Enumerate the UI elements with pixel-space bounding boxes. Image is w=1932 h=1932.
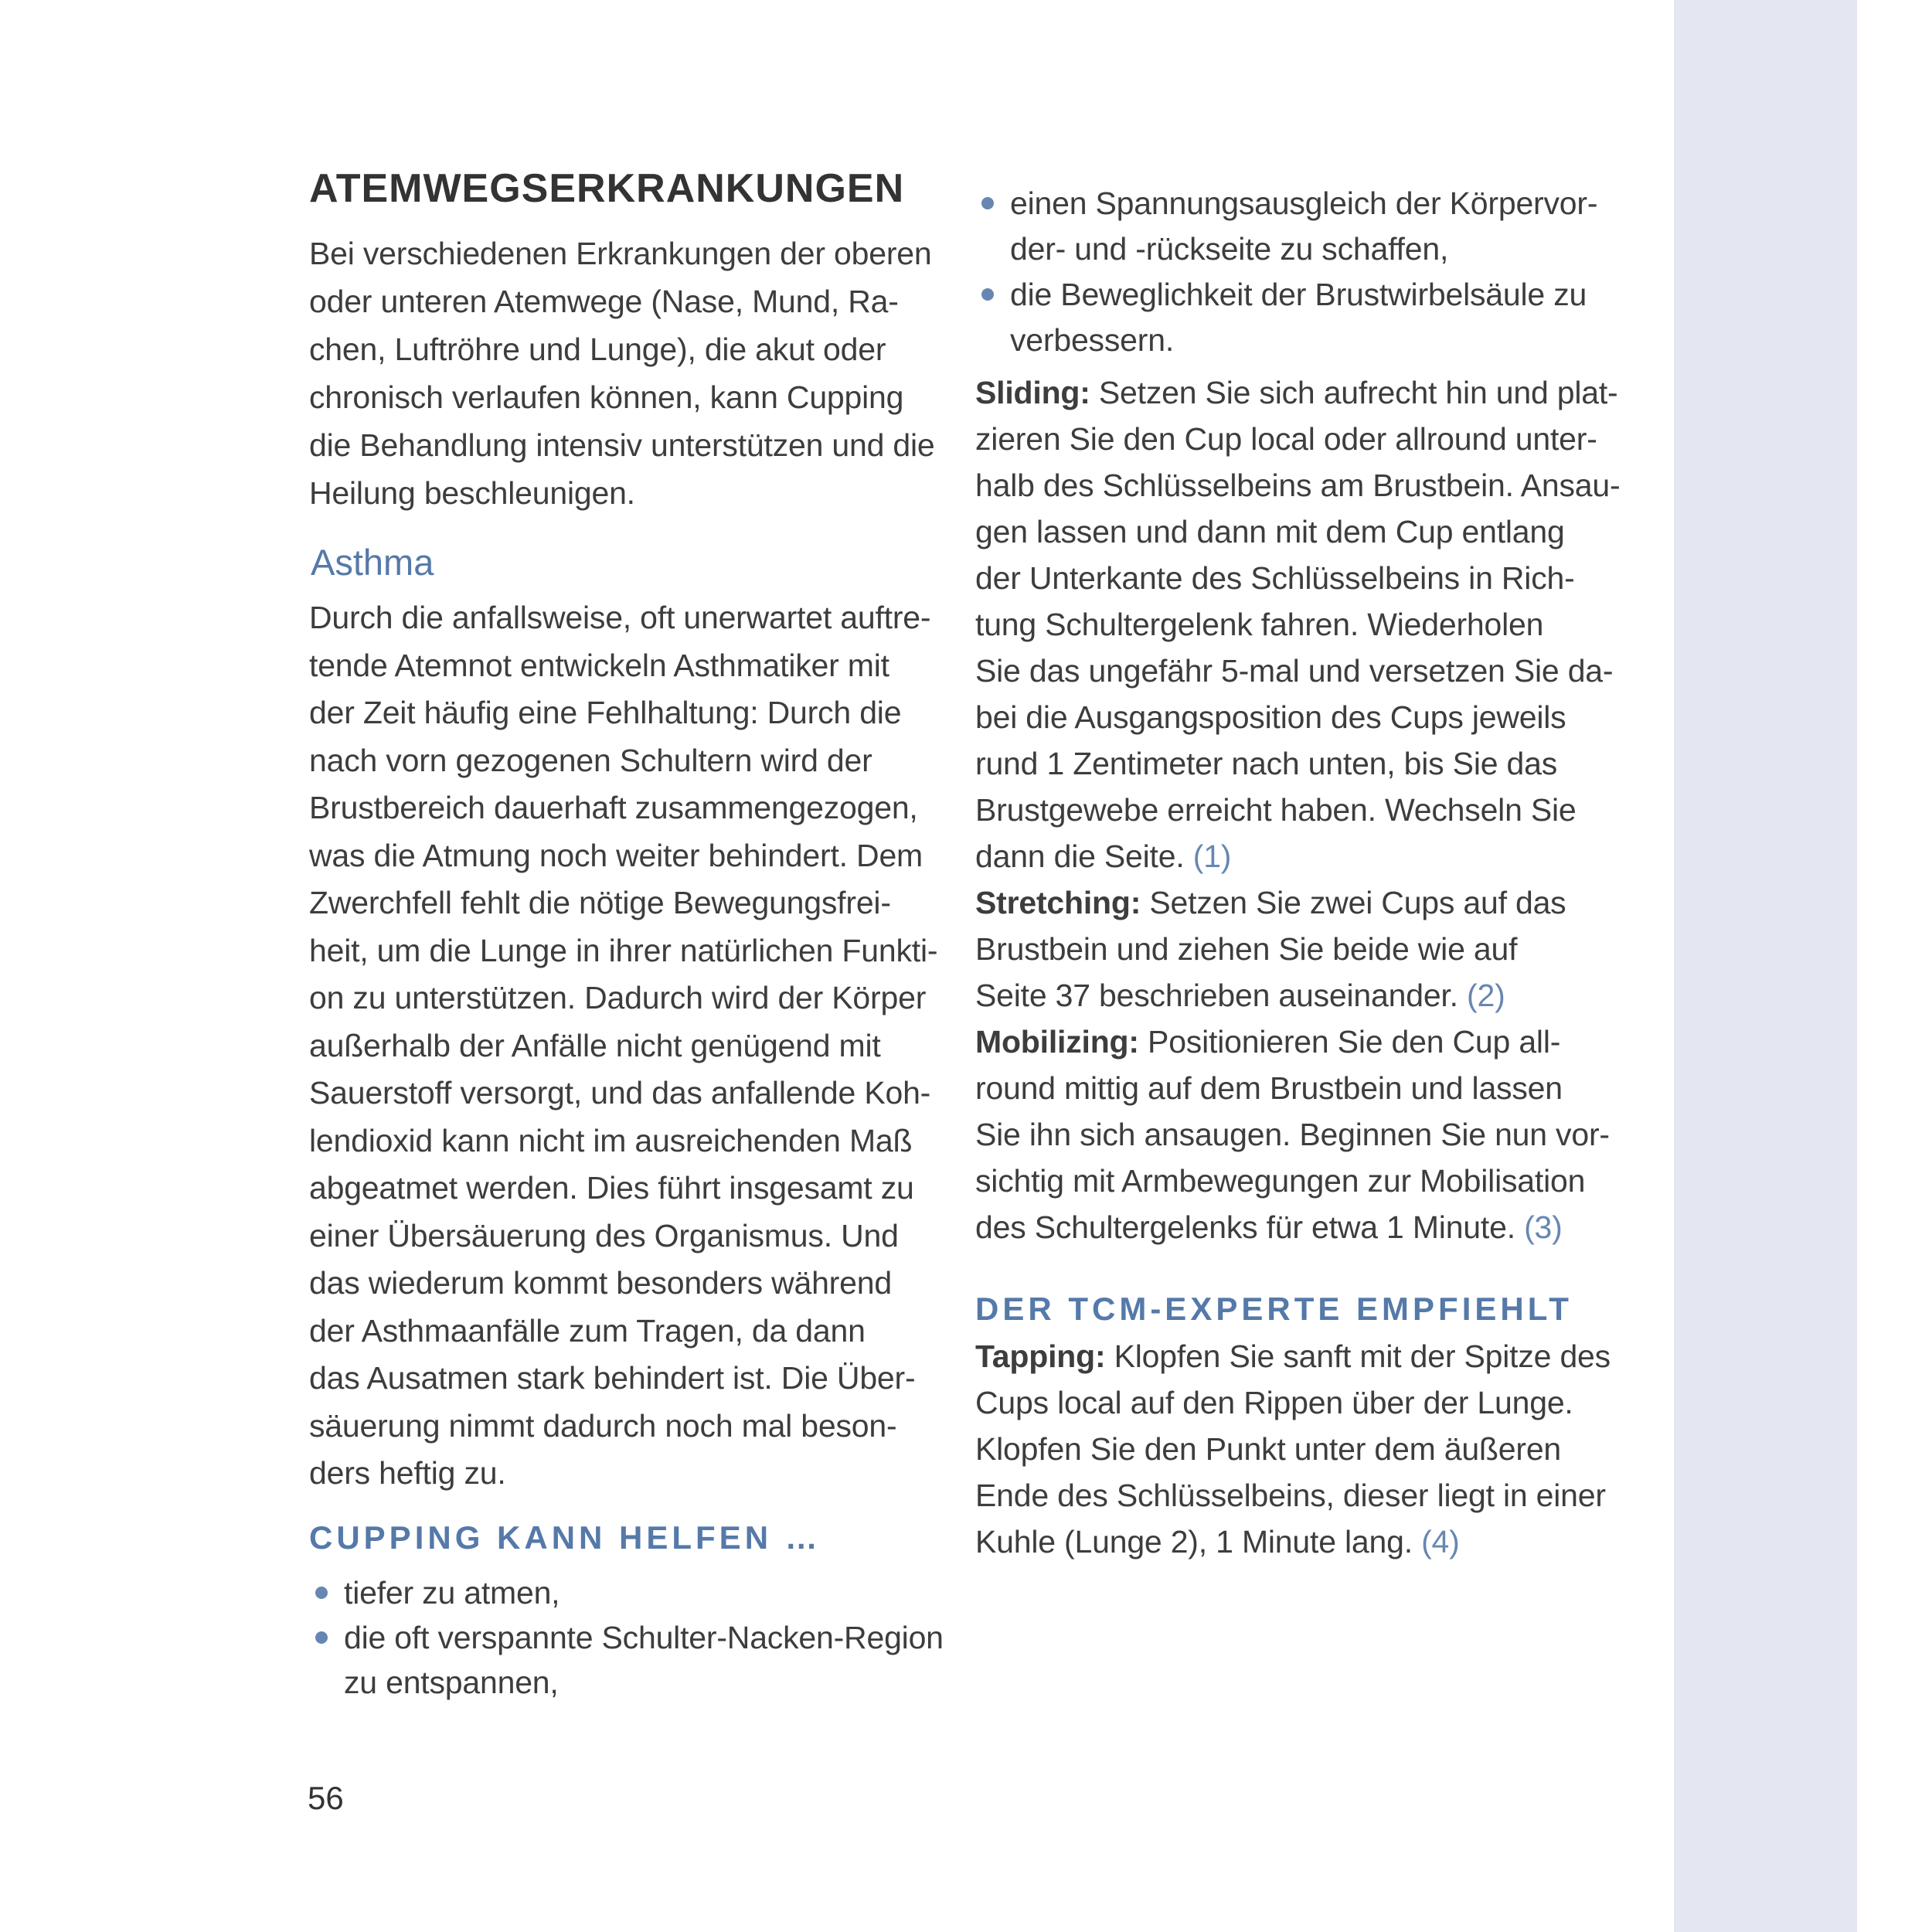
- text-line: ders heftig zu.: [309, 1455, 506, 1491]
- text-line: zu entspannen,: [344, 1665, 559, 1700]
- text-line: tende Atemnot entwickeln Asthmatiker mit: [309, 647, 889, 683]
- text-line: round mittig auf dem Brustbein und lassen: [975, 1070, 1563, 1106]
- bullet-dot-icon: [981, 197, 994, 209]
- text-line: zieren Sie den Cup local oder allround unter-: [975, 421, 1597, 457]
- text-line: Zwerchfell fehlt die nötige Bewegungsfrei-: [309, 885, 891, 920]
- text-line: chronisch verlaufen können, kann Cupping: [309, 379, 904, 415]
- text-line: Kuhle (Lunge 2), 1 Minute lang. (4): [975, 1524, 1460, 1560]
- text-line: Sauerstoff versorgt, und das anfallende Koh-: [309, 1075, 931, 1111]
- cupping-helps-heading: CUPPING KANN HELFEN …: [309, 1519, 821, 1556]
- text-line: was die Atmung noch weiter behindert. Dem: [309, 837, 923, 873]
- bullet-dot-icon: [315, 1631, 328, 1644]
- tapping-paragraph: [975, 1333, 1671, 1565]
- text-line: säuerung nimmt dadurch noch mal beson-: [309, 1407, 897, 1444]
- text-line: der Zeit häufig eine Fehlhaltung: Durch die: [309, 695, 902, 730]
- text-line: der- und -rückseite zu schaffen,: [1010, 231, 1449, 267]
- text-line: Brustbereich dauerhaft zusammengezogen,: [309, 790, 918, 825]
- text-line: nach vorn gezogenen Schultern wird der: [309, 742, 872, 778]
- text-line: lendioxid kann nicht im ausreichenden Maß: [309, 1122, 913, 1158]
- text-line: rund 1 Zentimeter nach unten, bis Sie das: [975, 746, 1558, 781]
- asthma-section-heading: Asthma: [311, 542, 434, 583]
- text-line: die Behandlung intensiv unterstützen und die: [309, 427, 935, 463]
- text-line: des Schultergelenks für etwa 1 Minute. (3): [975, 1209, 1563, 1245]
- text-line: Ende des Schlüsselbeins, dieser liegt in einer: [975, 1478, 1606, 1513]
- text-line: das Ausatmen stark behindert ist. Die Über-: [309, 1360, 916, 1396]
- bullet-line: einen Spannungsausgleich der Körpervor-: [975, 181, 1671, 226]
- text-line: einer Übersäuerung des Organismus. Und: [309, 1217, 899, 1253]
- text-line: Heilung beschleunigen.: [309, 475, 635, 511]
- text-line: Bei verschiedenen Erkrankungen der oberen: [309, 236, 932, 271]
- text-line: on zu unterstützen. Dadurch wird der Körper: [309, 980, 927, 1015]
- text-line: Tapping: Klopfen Sie sanft mit der Spitze des: [975, 1338, 1611, 1374]
- text-line: Seite 37 beschrieben auseinander. (2): [975, 978, 1505, 1013]
- text-line: Brustgewebe erreicht haben. Wechseln Sie: [975, 792, 1577, 828]
- text-line: Brustbein und ziehen Sie beide wie auf: [975, 931, 1518, 967]
- benefits-bullet-list: [975, 181, 1671, 363]
- text-line: bei die Ausgangsposition des Cups jeweils: [975, 699, 1566, 735]
- bullet-line: die oft verspannte Schulter-Nacken-Region: [309, 1615, 974, 1660]
- text-line: verbessern.: [1010, 322, 1175, 358]
- text-line: halb des Schlüsselbeins am Brustbein. Ansau-: [975, 468, 1621, 503]
- asthma-paragraph: [309, 594, 974, 1498]
- text-line: der Asthmaanfälle zum Tragen, da dann: [309, 1312, 866, 1349]
- tcm-expert-heading: DER TCM-EXPERTE EMPFIEHLT: [975, 1291, 1573, 1327]
- text-line: chen, Luftröhre und Lunge), die akut oder: [309, 332, 886, 367]
- page-number: 56: [308, 1780, 344, 1816]
- text-line: Cups local auf den Rippen über der Lunge.: [975, 1385, 1573, 1420]
- page-title: ATEMWEGSERKRANKUNGEN: [309, 166, 905, 211]
- text-line: abgeatmet werden. Dies führt insgesamt zu: [309, 1170, 914, 1206]
- text-line: Sie das ungefähr 5-mal und versetzen Sie da-: [975, 653, 1614, 689]
- bullet-dot-icon: [315, 1587, 328, 1599]
- bullet-line: die Beweglichkeit der Brustwirbelsäule zu: [975, 272, 1671, 318]
- intro-paragraph: [309, 230, 974, 517]
- techniques-paragraph: [975, 369, 1671, 1250]
- text-line: Sliding: Setzen Sie sich aufrecht hin und plat-: [975, 375, 1618, 410]
- text-line: heit, um die Lunge in ihrer natürlichen Funkti-: [309, 932, 938, 968]
- text-line: Klopfen Sie den Punkt unter dem äußeren: [975, 1431, 1562, 1467]
- text-line: sichtig mit Armbewegungen zur Mobilisation: [975, 1163, 1586, 1199]
- text-line: Durch die anfallsweise, oft unerwartet auftre-: [309, 600, 931, 635]
- text-line: außerhalb der Anfälle nicht genügend mit: [309, 1027, 881, 1063]
- cupping-helps-bullet-list: [309, 1570, 974, 1705]
- text-line: Stretching: Setzen Sie zwei Cups auf das: [975, 885, 1566, 920]
- bullet-dot-icon: [981, 288, 994, 301]
- bullet-line: tiefer zu atmen,: [309, 1570, 974, 1615]
- text-line: gen lassen und dann mit dem Cup entlang: [975, 514, 1565, 549]
- text-line: Sie ihn sich ansaugen. Beginnen Sie nun vor-: [975, 1117, 1610, 1152]
- page-edge-strip: [1674, 0, 1857, 1932]
- text-line: dann die Seite. (1): [975, 838, 1232, 874]
- text-line: tung Schultergelenk fahren. Wiederholen: [975, 607, 1544, 642]
- text-line: der Unterkante des Schlüsselbeins in Rich-: [975, 560, 1575, 596]
- text-line: oder unteren Atemwege (Nase, Mund, Ra-: [309, 284, 899, 319]
- text-line: Mobilizing: Positionieren Sie den Cup all-: [975, 1024, 1561, 1060]
- text-line: das wiederum kommt besonders während: [309, 1265, 892, 1301]
